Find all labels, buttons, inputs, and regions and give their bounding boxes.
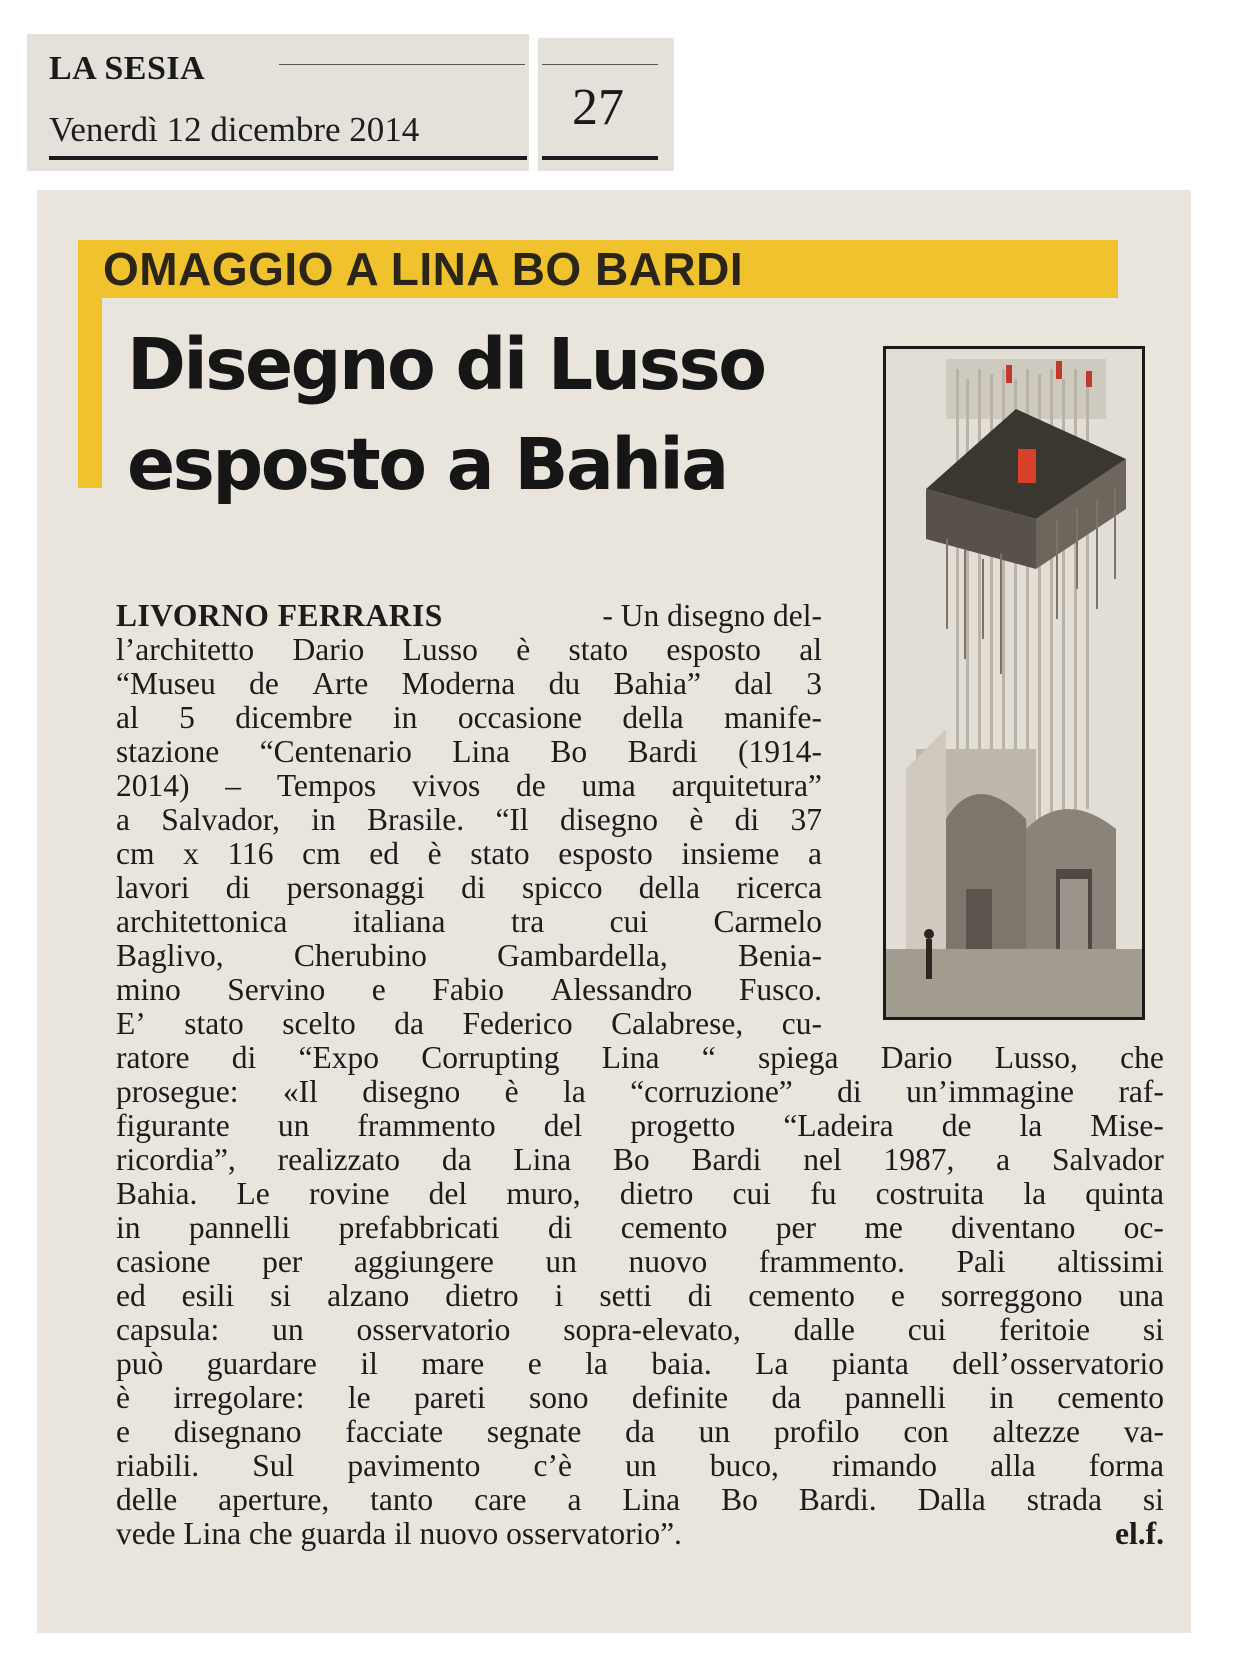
- body-line: [116, 1414, 1164, 1450]
- body-word: segnate: [486, 1414, 582, 1449]
- body-line: [116, 1006, 822, 1042]
- body-word: Lina: [452, 734, 510, 769]
- body-word: un: [272, 1312, 304, 1347]
- body-word: da: [771, 1380, 802, 1415]
- body-word: personaggi: [286, 870, 425, 905]
- body-word: pannelli: [188, 1210, 291, 1245]
- page-number-box: [538, 38, 674, 171]
- body-word: ed: [116, 1278, 146, 1313]
- body-word: cemento: [620, 1210, 728, 1245]
- masthead-underline: [49, 156, 527, 160]
- body-word: della: [622, 700, 684, 735]
- body-word: la: [1023, 1176, 1047, 1211]
- body-word: italiana: [352, 904, 446, 939]
- body-word: nuovo: [628, 1244, 708, 1279]
- body-word: mino: [116, 972, 181, 1007]
- body-line: [116, 1380, 1164, 1416]
- body-word: in: [116, 1210, 141, 1245]
- body-word: e: [371, 972, 386, 1007]
- body-word: alzano: [327, 1278, 410, 1313]
- body-word: a: [567, 1482, 582, 1517]
- body-word: si: [270, 1278, 292, 1313]
- body-word: vivos: [411, 768, 481, 803]
- body-word: si: [1142, 1312, 1164, 1347]
- body-word: dal: [734, 666, 773, 701]
- body-word: Fusco.: [738, 972, 822, 1007]
- body-word: della: [638, 870, 700, 905]
- newspaper-masthead: [27, 34, 529, 171]
- body-line: [116, 1448, 1164, 1484]
- body-word: progetto: [630, 1108, 736, 1143]
- dateline: LIVORNO FERRARIS: [116, 598, 443, 633]
- body-word: sopra-elevato,: [563, 1312, 741, 1347]
- body-line: [116, 1346, 1164, 1382]
- body-word: pannelli: [844, 1380, 947, 1415]
- body-line: [116, 1074, 1164, 1110]
- body-word: Dalla: [917, 1482, 986, 1517]
- body-word: che: [1120, 1040, 1164, 1075]
- body-word: Bo: [550, 734, 588, 769]
- body-word: manife-: [724, 700, 822, 735]
- article-photo: [883, 346, 1145, 1020]
- body-word: 116: [227, 836, 274, 871]
- body-word: cemento: [748, 1278, 855, 1313]
- body-word: del: [543, 1108, 583, 1143]
- body-word: figurante: [116, 1108, 230, 1143]
- body-word: dalle: [793, 1312, 855, 1347]
- body-word: è: [516, 632, 531, 667]
- body-word: Bardi: [691, 1142, 762, 1177]
- body-word: le: [347, 1380, 371, 1415]
- body-word: Lusso: [402, 632, 478, 667]
- body-word: aperture,: [218, 1482, 330, 1517]
- article-headline: [127, 315, 847, 515]
- body-word: “Centenario: [259, 734, 412, 769]
- body-word: 3: [806, 666, 822, 701]
- body-line-text: - Un disegno del-: [602, 598, 822, 633]
- body-word: “: [701, 1040, 716, 1075]
- body-word: 1987,: [883, 1142, 955, 1177]
- body-word: altezze: [992, 1414, 1080, 1449]
- body-word: Lusso,: [994, 1040, 1078, 1075]
- body-word: la: [585, 1346, 608, 1381]
- body-word: care: [474, 1482, 527, 1517]
- body-word: La: [755, 1346, 789, 1381]
- body-word: lavori: [116, 870, 190, 905]
- body-word: realizzato: [277, 1142, 401, 1177]
- body-word: ricerca: [736, 870, 822, 905]
- body-line: [116, 972, 822, 1008]
- page-number: 27: [572, 79, 624, 136]
- body-word: “corruzione”: [630, 1074, 793, 1109]
- body-word: è: [689, 802, 704, 837]
- body-word: può: [116, 1346, 164, 1381]
- body-word: in: [392, 700, 418, 735]
- body-word: cu-: [781, 1006, 822, 1041]
- article-clipping: [37, 190, 1191, 1633]
- body-line: [116, 700, 822, 736]
- body-word: occasione: [457, 700, 582, 735]
- body-word: scelto: [282, 1006, 356, 1041]
- observatory-drawing: [886, 349, 1142, 1017]
- body-word: Cherubino: [293, 938, 427, 973]
- body-word: per: [262, 1244, 303, 1279]
- body-word: dell’osservatorio: [952, 1346, 1164, 1381]
- body-line: [116, 904, 822, 940]
- body-line: [116, 870, 822, 906]
- body-word: Pali: [956, 1244, 1006, 1279]
- body-word: cm: [116, 836, 155, 871]
- body-word: Bardi: [627, 734, 698, 769]
- body-word: alla: [990, 1448, 1036, 1483]
- body-word: da: [394, 1006, 424, 1041]
- body-line: [116, 768, 822, 804]
- body-line-text: vede Lina che guarda il nuovo osservatorio”.: [116, 1516, 682, 1551]
- body-word: il: [360, 1346, 378, 1381]
- body-word: di: [734, 802, 760, 837]
- body-word: Dario: [880, 1040, 953, 1075]
- body-word: oc-: [1123, 1210, 1164, 1245]
- body-word: di: [837, 1074, 862, 1109]
- body-word: feritoie: [999, 1312, 1091, 1347]
- body-word: spiega: [758, 1040, 839, 1075]
- body-word: una: [1118, 1278, 1164, 1313]
- body-word: ed: [369, 836, 399, 871]
- body-word: stato: [568, 632, 629, 667]
- body-word: –: [225, 768, 242, 803]
- body-word: Lina: [601, 1040, 660, 1075]
- body-word: Arte: [312, 666, 369, 701]
- issue-date: Venerdì 12 dicembre 2014: [49, 110, 420, 149]
- body-word: “Expo: [298, 1040, 379, 1075]
- body-word: buco,: [709, 1448, 779, 1483]
- body-word: Bahia.: [116, 1176, 198, 1211]
- body-word: profilo: [773, 1414, 860, 1449]
- body-word: de: [249, 666, 279, 701]
- body-word: è: [427, 836, 442, 871]
- body-word: un: [545, 1244, 577, 1279]
- body-word: me: [864, 1210, 903, 1245]
- body-word: esili: [181, 1278, 235, 1313]
- body-word: a: [996, 1142, 1011, 1177]
- body-word: stazione: [116, 734, 220, 769]
- body-word: riabili.: [116, 1448, 200, 1483]
- body-word: prefabbricati: [338, 1210, 500, 1245]
- body-word: Carmelo: [713, 904, 822, 939]
- body-word: 37: [790, 802, 822, 837]
- body-word: altissimi: [1057, 1244, 1164, 1279]
- body-word: con: [903, 1414, 949, 1449]
- body-word: Moderna: [401, 666, 516, 701]
- body-word: Lina: [513, 1142, 572, 1177]
- body-word: in: [311, 802, 336, 837]
- kicker-band-stem: [78, 240, 102, 488]
- body-word: irregolare:: [173, 1380, 305, 1415]
- body-line: [116, 1210, 1164, 1246]
- body-word: tra: [510, 904, 545, 939]
- body-word: muro,: [506, 1176, 581, 1211]
- body-word: insieme: [681, 836, 780, 871]
- body-line: [116, 632, 822, 668]
- body-word: quinta: [1085, 1176, 1164, 1211]
- body-word: da: [625, 1414, 655, 1449]
- body-word: di: [461, 870, 486, 905]
- body-line: [116, 802, 822, 838]
- body-word: un: [698, 1414, 731, 1449]
- body-line: [116, 1312, 1164, 1348]
- body-line: [116, 1516, 1164, 1552]
- body-word: dietro: [619, 1176, 694, 1211]
- body-line: [116, 666, 822, 702]
- body-line: [116, 938, 822, 974]
- body-word: disegnano: [173, 1414, 302, 1449]
- body-word: ratore: [116, 1040, 190, 1075]
- body-word: cui: [609, 904, 649, 939]
- body-word: Sul: [252, 1448, 295, 1483]
- body-word: Brasile.: [367, 802, 465, 837]
- body-word: Salvador: [1051, 1142, 1164, 1177]
- body-line: [116, 1040, 1164, 1076]
- body-word: x: [183, 836, 199, 871]
- body-word: facciate: [345, 1414, 444, 1449]
- body-word: sorreggono: [940, 1278, 1083, 1313]
- body-word: Benia-: [738, 938, 822, 973]
- body-word: e: [116, 1414, 130, 1449]
- body-word: Corrupting: [421, 1040, 560, 1075]
- body-word: da: [441, 1142, 472, 1177]
- body-word: cm: [302, 836, 341, 871]
- body-word: Bo: [721, 1482, 758, 1517]
- body-word: Baglivo,: [116, 938, 224, 973]
- body-word: Bo: [612, 1142, 650, 1177]
- body-word: cemento: [1057, 1380, 1164, 1415]
- body-word: pianta: [831, 1346, 909, 1381]
- body-word: arquitetura”: [671, 768, 822, 803]
- body-word: al: [116, 700, 139, 735]
- body-word: diventano: [951, 1210, 1076, 1245]
- body-word: c’è: [533, 1448, 572, 1483]
- body-word: Bahia”: [613, 666, 702, 701]
- body-word: capsula:: [116, 1312, 220, 1347]
- body-word: Fabio: [432, 972, 505, 1007]
- body-word: e: [527, 1346, 542, 1381]
- body-word: uma: [581, 768, 636, 803]
- body-word: costruita: [875, 1176, 985, 1211]
- body-word: dietro: [445, 1278, 519, 1313]
- body-line: [116, 1482, 1164, 1518]
- body-line: [116, 598, 822, 634]
- body-word: strada: [1026, 1482, 1102, 1517]
- body-word: 5: [179, 700, 195, 735]
- page-number-underline: [542, 156, 658, 160]
- body-word: casione: [116, 1244, 211, 1279]
- body-word: disegno: [362, 1074, 461, 1109]
- body-word: disegno: [560, 802, 658, 837]
- body-line: [116, 1176, 1164, 1212]
- body-word: “Il: [495, 802, 529, 837]
- body-word: ricordia”,: [116, 1142, 236, 1177]
- body-word: si: [1142, 1482, 1164, 1517]
- body-line: [116, 836, 822, 872]
- body-word: di: [231, 1040, 257, 1075]
- body-word: al: [799, 632, 822, 667]
- newspaper-name: LA SESIA: [49, 50, 206, 87]
- body-word: raf-: [1118, 1074, 1164, 1109]
- body-word: un’immagine: [906, 1074, 1075, 1109]
- body-word: forma: [1088, 1448, 1164, 1483]
- body-word: dicembre: [235, 700, 353, 735]
- body-word: Le: [236, 1176, 270, 1211]
- body-word: per: [775, 1210, 816, 1245]
- body-word: stato: [470, 836, 530, 871]
- body-word: pareti: [413, 1380, 486, 1415]
- body-word: prosegue:: [116, 1074, 239, 1109]
- body-word: setti: [599, 1278, 652, 1313]
- body-word: Salvador,: [161, 802, 280, 837]
- body-word: rovine: [308, 1176, 390, 1211]
- body-word: è: [116, 1380, 130, 1415]
- body-word: l’architetto: [116, 632, 255, 667]
- body-word: Tempos: [276, 768, 377, 803]
- body-word: Bardi.: [798, 1482, 877, 1517]
- body-word: Calabrese,: [611, 1006, 744, 1041]
- body-word: tanto: [370, 1482, 434, 1517]
- body-word: a: [116, 802, 130, 837]
- body-word: la: [563, 1074, 586, 1109]
- body-word: «Il: [282, 1074, 318, 1109]
- body-word: guardare: [206, 1346, 317, 1381]
- body-word: del: [428, 1176, 468, 1211]
- body-word: Servino: [227, 972, 326, 1007]
- body-word: Alessandro: [550, 972, 693, 1007]
- body-word: mare: [421, 1346, 485, 1381]
- body-word: Lina: [622, 1482, 681, 1517]
- body-word: un: [277, 1108, 310, 1143]
- body-word: di: [547, 1210, 573, 1245]
- body-word: è: [504, 1074, 519, 1109]
- author-signature: el.f.: [1115, 1516, 1164, 1551]
- body-word: Dario: [292, 632, 365, 667]
- body-line: [116, 1244, 1164, 1280]
- body-word: de: [516, 768, 546, 803]
- body-word: baia.: [651, 1346, 712, 1381]
- body-word: Federico: [462, 1006, 573, 1041]
- body-line: [116, 1278, 1164, 1314]
- body-word: “Museu: [116, 666, 216, 701]
- body-word: a: [808, 836, 822, 871]
- body-word: esposto: [558, 836, 653, 871]
- body-word: cui: [907, 1312, 947, 1347]
- body-word: e: [890, 1278, 905, 1313]
- page-number-rule: [542, 64, 658, 65]
- body-word: la: [1019, 1108, 1043, 1143]
- headline-line-2: esposto a Bahia: [127, 423, 727, 506]
- body-word: rimando: [832, 1448, 937, 1483]
- body-word: va-: [1123, 1414, 1164, 1449]
- body-word: aggiungere: [353, 1244, 494, 1279]
- body-word: frammento: [357, 1108, 496, 1143]
- body-word: un: [625, 1448, 657, 1483]
- body-word: delle: [116, 1482, 178, 1517]
- body-word: frammento.: [758, 1244, 905, 1279]
- body-word: pavimento: [347, 1448, 481, 1483]
- body-word: “Ladeira: [783, 1108, 894, 1143]
- body-word: esposto: [666, 632, 761, 667]
- body-word: de: [941, 1108, 972, 1143]
- body-word: Mise-: [1090, 1108, 1164, 1143]
- masthead-rule: [279, 64, 525, 65]
- article-kicker: OMAGGIO A LINA BO BARDI: [103, 243, 744, 295]
- body-word: E’: [116, 1006, 146, 1041]
- body-word: 2014): [116, 768, 190, 803]
- body-word: osservatorio: [356, 1312, 511, 1347]
- body-word: sono: [529, 1380, 589, 1415]
- body-word: di: [687, 1278, 713, 1313]
- body-word: Gambardella,: [497, 938, 668, 973]
- body-word: architettonica: [116, 904, 288, 939]
- body-line: [116, 734, 822, 770]
- body-line: [116, 1142, 1164, 1178]
- body-word: definite: [631, 1380, 729, 1415]
- body-word: i: [554, 1278, 564, 1313]
- body-word: di: [225, 870, 251, 905]
- body-word: fu: [810, 1176, 837, 1211]
- body-word: du: [548, 666, 581, 701]
- body-word: stato: [184, 1006, 244, 1041]
- body-line: [116, 1108, 1164, 1144]
- body-word: cui: [732, 1176, 772, 1211]
- body-word: nel: [803, 1142, 842, 1177]
- body-word: (1914-: [738, 734, 822, 769]
- body-word: in: [989, 1380, 1014, 1415]
- headline-line-1: Disegno di Lusso: [127, 323, 765, 406]
- body-word: spicco: [521, 870, 603, 905]
